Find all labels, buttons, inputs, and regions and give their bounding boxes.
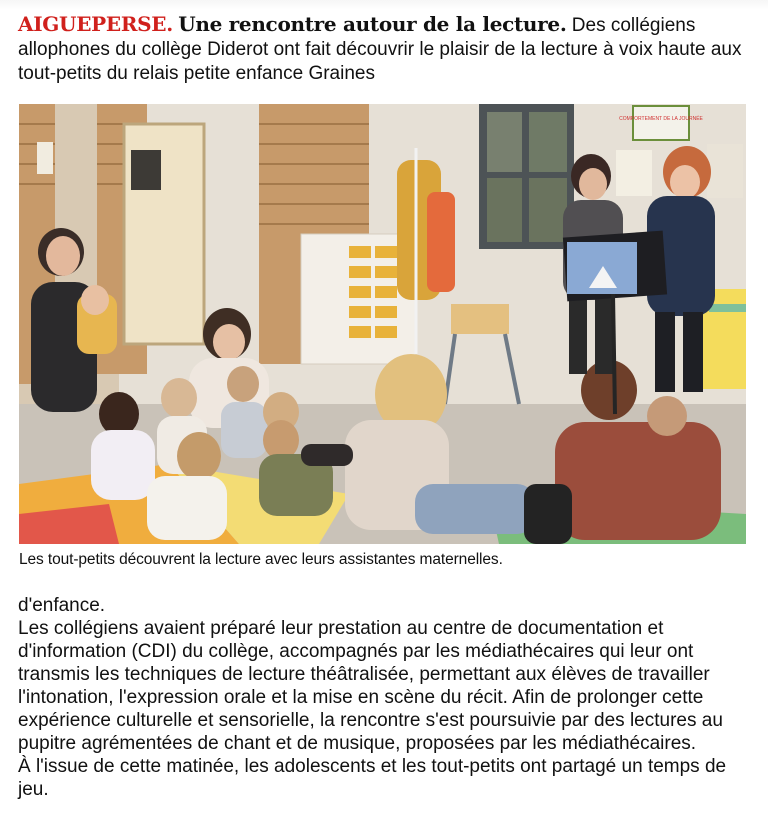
body-paragraph: Les collégiens avaient préparé leur prestation au centre de documentation et d'information (CDI) du collège, accompagnés par les médiathécaires qui leur ont transmis les techniques de lecture théâtralisée, permettant aux élèves de travailler l'intonation, l'expression orale et la mise en scène du récit. Afin de prolonger cette expérience culturelle et sensorielle, la rencontre s'est poursuivie par des lectures au pupitre agrémentées de chant et de musique, proposées par les médiathécaires. — [18, 618, 723, 754]
page-top-band — [0, 0, 768, 10]
body-paragraph: d'enfance. — [18, 595, 106, 616]
article-title: Une rencontre autour de la lecture. — [178, 12, 567, 36]
article-kicker: AIGUEPERSE. — [18, 12, 173, 36]
article-lead: Des collégiens allophones du collège Diderot ont fait découvrir le plaisir de la lecture à voix haute aux tout-petits du relais petite enfance Graines — [18, 15, 742, 84]
body-paragraph: À l'issue de cette matinée, les adolescents et les tout-petits ont partagé un temps de jeu. — [18, 756, 727, 800]
photo-caption: Les tout-petits découvrent la lecture avec leurs assistantes maternelles. — [19, 551, 503, 568]
poster-text: COMPORTEMENT DE LA JOURNÉE — [619, 116, 703, 122]
article-headline — [18, 12, 753, 86]
article-photo — [19, 104, 746, 544]
article-body — [18, 594, 753, 801]
